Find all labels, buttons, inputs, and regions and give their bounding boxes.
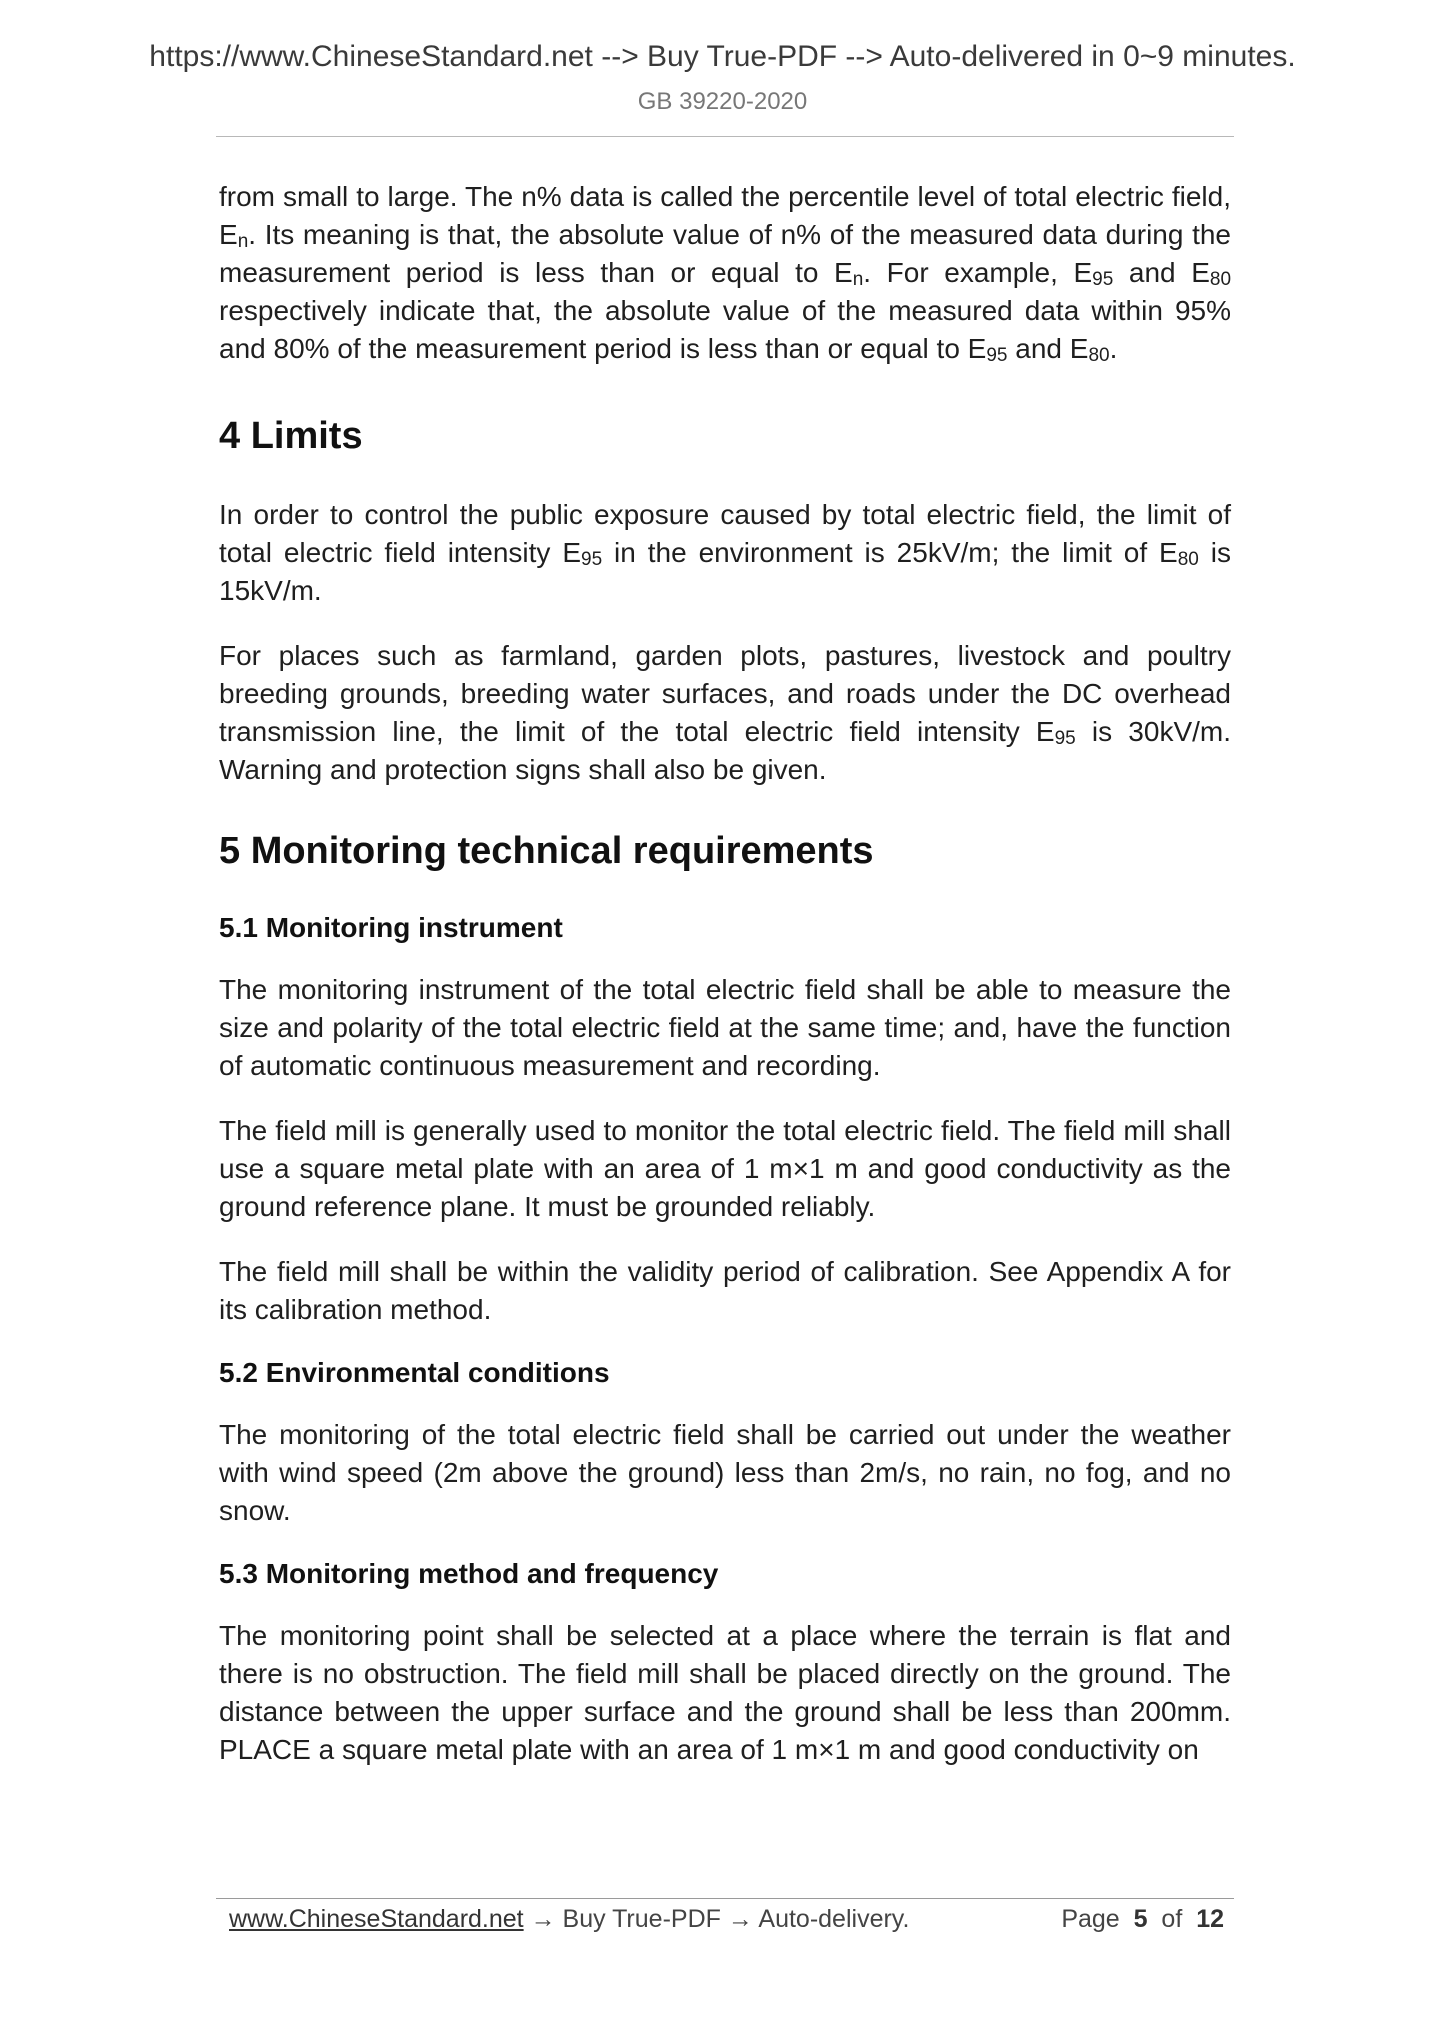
page-label: Page: [1061, 1905, 1120, 1933]
text-run: is 30kV/m. Warning and protection signs shall also be given.: [219, 716, 1232, 785]
footer-divider: [216, 1898, 1234, 1899]
method-paragraph: The monitoring point shall be selected at a place where the terrain is flat and there is no obstruction. The field mill shall be placed directly on the ground. The distance between the upper surface and the ground shall be less than 200mm. PLACE a square metal plate with an area of 1 m×1 m and good conductivity on: [219, 1620, 1231, 1765]
text-run: .: [1109, 333, 1118, 364]
page-number: [1061, 1902, 1224, 1936]
standard-code: GB 39220-2020: [637, 88, 808, 115]
section-5-1-heading: 5.1 Monitoring instrument: [219, 912, 563, 943]
text-run: and E: [1113, 257, 1210, 288]
subscript: 95: [1054, 728, 1076, 749]
instrument-paragraph-3: The field mill shall be within the validity period of calibration. See Appendix A for its calibration method.: [219, 1256, 1231, 1325]
text-run: respectively indicate that, the absolute value of the measured data within 95% and 80% of the measurement period is less than or equal to E: [219, 295, 1231, 364]
header-divider: [216, 136, 1234, 137]
page-content: [219, 178, 1231, 1796]
footer-tail-text: → Buy True-PDF → Auto-delivery.: [523, 1905, 910, 1933]
text-run: and E: [1007, 333, 1089, 364]
section-5-2-heading: 5.2 Environmental conditions: [219, 1357, 610, 1388]
subscript: n: [237, 231, 249, 252]
text-run: is 15kV/m.: [219, 537, 1232, 606]
text-run: . Its meaning is that, the absolute value of n% of the measured data during the measurement period is less than or equal to E: [219, 219, 1231, 288]
of-label: of: [1161, 1905, 1183, 1933]
current-page: 5: [1133, 1905, 1148, 1933]
section-5-heading: 5 Monitoring technical requirements: [219, 830, 874, 872]
limits-paragraph-1: [219, 496, 1231, 610]
text-run: from small to large. The n% data is called the percentile level of total electric field, E: [219, 181, 1231, 250]
subscript: 95: [1092, 269, 1114, 290]
footer-site-link[interactable]: www.ChineseStandard.net: [229, 1905, 524, 1933]
subscript: n: [852, 269, 864, 290]
subscript: 95: [986, 345, 1008, 366]
subscript: 80: [1209, 269, 1232, 290]
subscript: 80: [1088, 345, 1110, 366]
limits-paragraph-2: [219, 637, 1231, 789]
subscript: 80: [1177, 549, 1199, 570]
instrument-paragraph-2: The field mill is generally used to monitor the total electric field. The field mill shall use a square metal plate with an area of 1 m×1 m and good conductivity as the ground reference plane. It must be grounded reliably.: [219, 1115, 1231, 1222]
subscript: 95: [581, 549, 603, 570]
section-5-3-heading: 5.3 Monitoring method and frequency: [219, 1558, 719, 1589]
section-4-heading: 4 Limits: [219, 415, 363, 457]
environment-paragraph: The monitoring of the total electric field shall be carried out under the weather with wind speed (2m above the ground) less than 2m/s, no rain, no fog, and no snow.: [219, 1419, 1231, 1526]
intro-paragraph: [219, 178, 1231, 368]
text-run: In order to control the public exposure caused by total electric field, the limit of total electric field intensity E: [219, 499, 1231, 568]
text-run: . For example, E: [863, 257, 1093, 288]
instrument-paragraph-1: The monitoring instrument of the total electric field shall be able to measure the size and polarity of the total electric field at the same time; and, have the function of automatic continuous measurement and recording.: [219, 974, 1231, 1081]
total-pages: 12: [1196, 1905, 1224, 1933]
text-run: For places such as farmland, garden plots, pastures, livestock and poultry breeding grounds, breeding water surfaces, and roads under the DC overhead transmission line, the limit of the total electric field intensity E: [219, 640, 1231, 747]
text-run: in the environment is 25kV/m; the limit of E: [602, 537, 1178, 568]
top-banner: https://www.ChineseStandard.net --> Buy True-PDF --> Auto-delivered in 0~9 minutes.: [149, 40, 1296, 73]
footer-left: [229, 1902, 909, 1936]
